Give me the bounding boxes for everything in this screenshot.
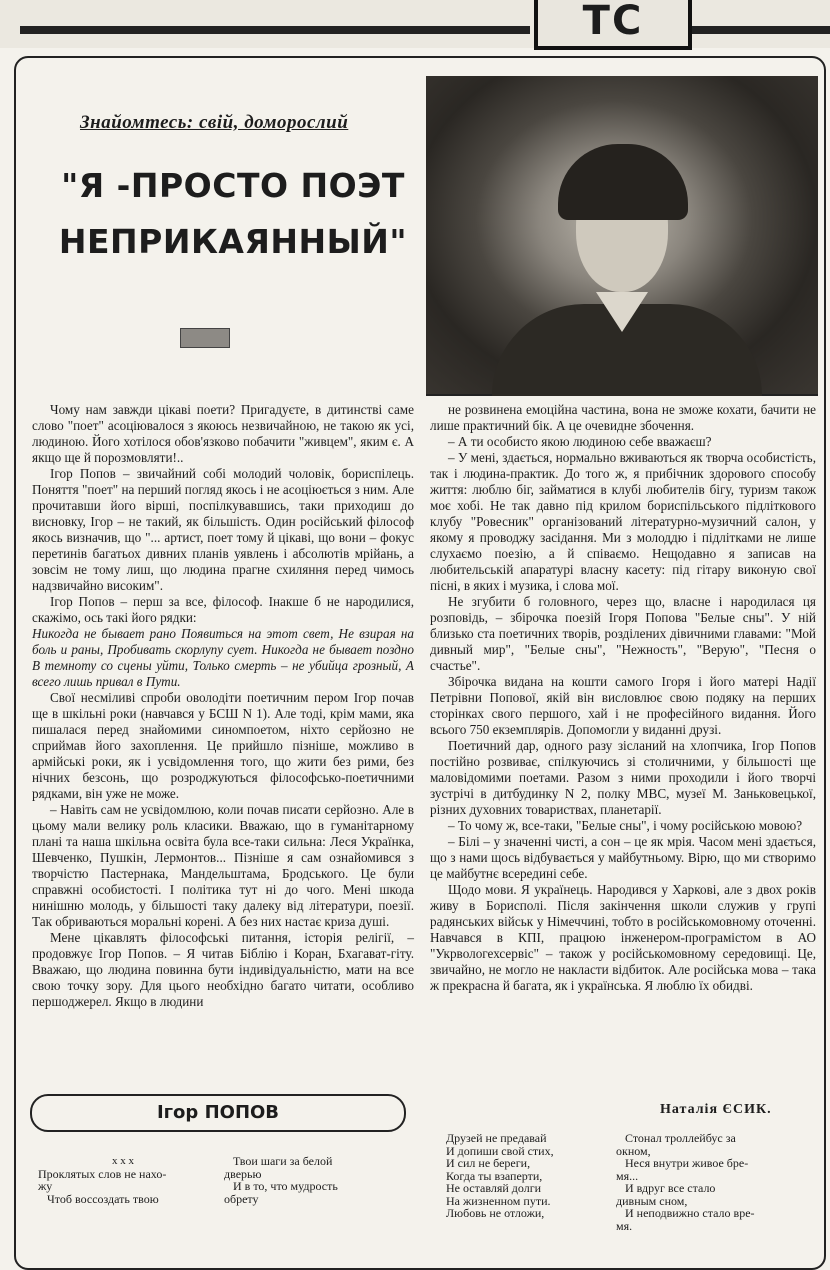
poem-line: Любовь не отложи,: [446, 1206, 545, 1220]
article-paragraph: Поетичний дар, одного разу зісланий на хлопчика, Ігор Попов постійно розвиває, спілкуючись зі столичними, у більшості ще маловідомими поетами. Разом з ними проходили і його творчі зустрічі в дитбудинку N 2, полку МВС, музеї М. Заньковецької, різних духовних товариствах, планетарії.: [430, 738, 816, 817]
poem-line: И сил не береги,: [446, 1156, 531, 1170]
article-paragraph: – Навіть сам не усвідомлюю, коли почав писати серйозно. Але в цьому мали велику роль класики. Вважаю, що в гуманітарному плані та наша шкільна освіта була все-таки сильна: Леся Українка, Шевченко, Пушкін, Лермонтов... Пізніше я сам ознайомився з творчістю Пастернака, Мандельштама, Бродського. Це були справжні особистості. І політика тут ні до чого. Мені шкода нинішню молодь, у більшості таку далеку від літератури, поезії. Так обриваються моральні корені. А без них настає криза душі.: [32, 802, 414, 929]
author-signature: Наталія ЄСИК.: [660, 1102, 772, 1117]
poem-line: дивным сном,: [616, 1193, 688, 1208]
article-paragraph: Ігор Попов – перш за все, філософ. Інакше б не народилися, скажімо, ось такі його рядки:: [32, 594, 414, 625]
poem-line: И неподвижно стало вре-: [616, 1206, 755, 1220]
poem-line: Твои шаги за белой: [224, 1154, 333, 1168]
article-paragraph: Никогда не бывает рано Появиться на этот свет, Не взирая на боль и раны, Пробивать скорлупу сует. Никогда не бывает поздно В темноту со сцены уйти, Только смерть – не убийца грозный, А всего лишь привал в Пути.: [32, 626, 414, 689]
poem-line: окном,: [616, 1143, 651, 1158]
article-paragraph: – А ти особисто якою людиною себе вважаєш?: [448, 434, 712, 449]
poem-line: И допиши свой стих,: [446, 1143, 554, 1158]
poem-fragment-2: [224, 1155, 414, 1205]
poem-line: Когда ты взаперти,: [446, 1168, 543, 1183]
poem-line: И в то, что мудрость: [224, 1179, 338, 1193]
article-paragraph: Свої несміливі спроби оволодіти поетичним пером Ігор почав ще в шкільні роки (навчався у БСШ N 1). Але тоді, крім мами, яка пишалася перед знайомими синомпоетом, ніхто серйозно не сприймав його захоплення. Це прийшло пізніше, можливо в армійські роки, як і усвідомлення того, що жити без рими, без нічних безсонь, що розроджуються філософсько-поетичними рядками, він уже не може.: [32, 690, 414, 801]
headline-line: "Я -ПРОСТО ПОЭТ: [61, 166, 405, 205]
poem-line: Чтоб воссоздать твою: [38, 1191, 159, 1206]
article-paragraph: Не згубити б головного, через що, власне і народилася ця розповідь, – збірочка поезій Ігоря Попова "Белые сны". У ній близько ста поетичних творів, розділених дівичними главами: "Мой дивный мир", "Белые сны", "Нежность", "Верую", "Песня о счастье".: [430, 594, 816, 673]
poem-line: Проклятых слов не нахо-: [38, 1166, 167, 1181]
decorative-box: [180, 328, 230, 348]
article-paragraph: – У мені, здається, нормально вживаються як творча особистість, так і людина-практик. До того ж, я прибічник здорового способу життя: люблю біг, займатися в клубі любителів бігу, туризм також моє хобі. Не так давно під крилом бориспільського підліткового клубу "Ровесник" організований літературно-музичний салон, у якому я проводжу засідання. Ми з молоддю і підлітками не лише слухаємо поезію, а й співаємо. Нещодавно я записав на любительській апаратурі власну касету: під гітару виконую свої пісні, в яких і музика, і слова мої.: [430, 450, 816, 593]
article-paragraph: – Білі – у значенні чисті, а сон – це як мрія. Часом мені здається, що з нами щось відбувається у майбутньому. Вірю, що ми створимо це майбутнє всередині себе.: [430, 834, 816, 881]
poem-fragment-4: [616, 1132, 816, 1232]
photo-hair-shape: [558, 144, 688, 220]
article-paragraph: Щодо мови. Я українець. Народився у Харкові, але з двох років живу в Борисполі. Після закінчення школи служив у групі радянських військ у Німеччині, тобто в російськомовному оточенні. Навчався в КПІ, працюю інженером-програмістом в АО "Укрвологехсервіс" – також у російськомовному середовищі. Це, звичайно, не могло не накласти відбиток. Але російська мова – така ж прекрасна й багата, як і українська. Я люблю їх обидві.: [430, 882, 816, 993]
article-paragraph: Ігор Попов – звичайний собі молодий чоловік, бориспілець. Поняття "поет" на перший погляд якось і не асоціюється з ним. Але прочитавши його вірші, поспілкувавшись, таки приходиш до висновку, Ігор – не такий, як більшість. Один російський філософ якось визначив, що "... артист, поет тому й цікаві, що вони – фокус перетинів багатьох дивних планів уявлень і абсолютів мрійань, а зовсім не тому лиш, що людина прагне схиляння перед чимось надзвичайно високим".: [32, 466, 414, 593]
article-paragraph: Чому нам завжди цікаві поети? Пригадуєте, в дитинстві саме слово "поет" асоціювалося з якоюсь незвичайною, не такою як усі, людиною. Його хотілося обов'язково побачити "живцем", яким є. А якщо ще й порозмовляти!..: [32, 402, 414, 465]
article-paragraph: Збірочка видана на кошти самого Ігоря і його матері Надії Петрівни Попової, якій він висловлює свою подяку на перших сторінках свого першого, хай і не професійного видання. Його всього 750 екземплярів. Допомогли у виданні друзі.: [430, 674, 816, 737]
masthead-rule-right: [690, 26, 830, 34]
poem-line: Друзей не предавай: [446, 1131, 547, 1145]
poem-line: мя...: [616, 1168, 639, 1183]
poem-line: обрету: [224, 1191, 259, 1206]
article-column-left: [32, 402, 414, 1010]
poem-line: дверью: [224, 1166, 262, 1181]
poem-line: На жизненном пути.: [446, 1193, 551, 1208]
headline-line: НЕПРИКАЯННЫЙ": [58, 222, 408, 261]
poem-line: мя.: [616, 1218, 633, 1233]
article-paragraph: не розвинена емоційна частина, вона не зможе кохати, бачити не лише практичний бік. А це очевидне збочення.: [430, 402, 816, 433]
article-column-right: [430, 402, 816, 994]
poem-fragment-3: [446, 1132, 606, 1220]
poem-line: Не оставляй долги: [446, 1181, 542, 1195]
poem-line: И вдруг все стало: [616, 1181, 716, 1195]
portrait-photo: [426, 76, 818, 396]
poem-line: Стонал троллейбус за: [616, 1131, 736, 1145]
poem-line: Неся внутри живое бре-: [616, 1156, 749, 1170]
article-paragraph: Мене цікавлять філософські питання, історія релігії, – продовжує Ігор Попов. – Я читав Біблію і Коран, Бхагават-гіту. Вважаю, що людина повинна бути індивідуальністю, мати на все свою точку зору. Для цього необхідно багато читати, особливо першоджерел. Якщо в людини: [32, 930, 414, 1009]
poet-name-banner: Ігор ПОПОВ: [30, 1094, 406, 1132]
poem-line: жу: [38, 1179, 53, 1193]
poem-fragment-1: [38, 1155, 208, 1205]
masthead: [0, 0, 830, 48]
poem-separator: х х х: [112, 1155, 134, 1167]
article-paragraph: – То чому ж, все-таки, "Белые сны", і чому російською мовою?: [448, 818, 803, 833]
article-kicker: Знайомтесь: свій, доморослий: [80, 112, 349, 133]
masthead-rule-left: [20, 26, 530, 34]
article-headline: [38, 158, 428, 270]
newspaper-logo: TC: [534, 0, 692, 50]
